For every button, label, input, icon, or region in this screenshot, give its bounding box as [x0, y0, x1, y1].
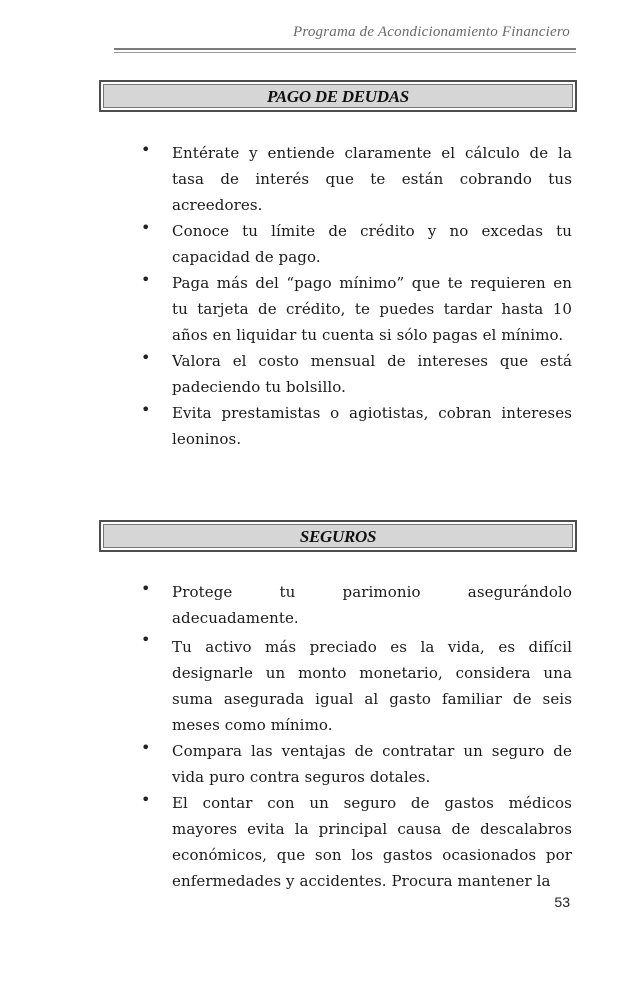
list-item-text: Entérate y entiende claramente el cálculo de la tasa de interés que te están cobrando tus acreedores.	[172, 144, 572, 214]
list-seguros	[0, 579, 638, 894]
list-item-text: Compara las ventajas de contratar un seguro de vida puro contra seguros dotales.	[172, 742, 572, 786]
list-item	[0, 140, 638, 218]
bullet: •	[141, 738, 151, 757]
section-title: PAGO DE DEUDAS	[267, 87, 409, 106]
list-item-text: Conoce tu límite de crédito y no excedas tu capacidad de pago.	[172, 222, 572, 266]
section-title: SEGUROS	[299, 527, 377, 546]
list-item	[0, 630, 638, 738]
bullet: •	[141, 790, 151, 809]
list-item-text: Valora el costo mensual de intereses que está padeciendo tu bolsillo.	[172, 352, 572, 396]
section-box-seguros	[99, 520, 577, 552]
list-item	[0, 218, 638, 270]
running-header: Programa de Acondicionamiento Financiero	[293, 24, 570, 40]
bullet: •	[141, 348, 151, 367]
page-number: 53	[554, 894, 570, 910]
list-item	[0, 270, 638, 348]
list-item-text: Paga más del “pago mínimo” que te requieren en tu tarjeta de crédito, te puedes tardar hasta 10 años en liquidar tu cuenta si sólo pagas el mínimo.	[172, 274, 572, 344]
bullet: •	[141, 630, 151, 649]
list-item	[0, 738, 638, 790]
list-pago-de-deudas	[0, 140, 638, 452]
bullet: •	[141, 400, 151, 419]
list-item-text: El contar con un seguro de gastos médicos mayores evita la principal causa de descalabros económicos, que son los gastos ocasionados por enfermedades y accidentes. Procura mantener la	[172, 794, 572, 890]
list-item	[0, 348, 638, 400]
list-item-text: Evita prestamistas o agiotistas, cobran intereses leoninos.	[172, 404, 572, 448]
bullet: •	[141, 579, 151, 598]
list-item	[0, 400, 638, 452]
header-rule-thick	[114, 48, 576, 50]
list-item	[0, 790, 638, 894]
list-item	[0, 579, 638, 631]
bullet: •	[141, 218, 151, 237]
header-rule-thin	[114, 52, 576, 53]
bullet: •	[141, 270, 151, 289]
list-item-text: Protege tu parimonio asegurándolo adecuadamente.	[172, 583, 572, 627]
list-item-text: Tu activo más preciado es la vida, es difícil designarle un monto monetario, considera una suma asegurada igual al gasto familiar de seis meses como mínimo.	[172, 638, 572, 734]
bullet: •	[141, 140, 151, 159]
section-box-pago-de-deudas	[99, 80, 577, 112]
